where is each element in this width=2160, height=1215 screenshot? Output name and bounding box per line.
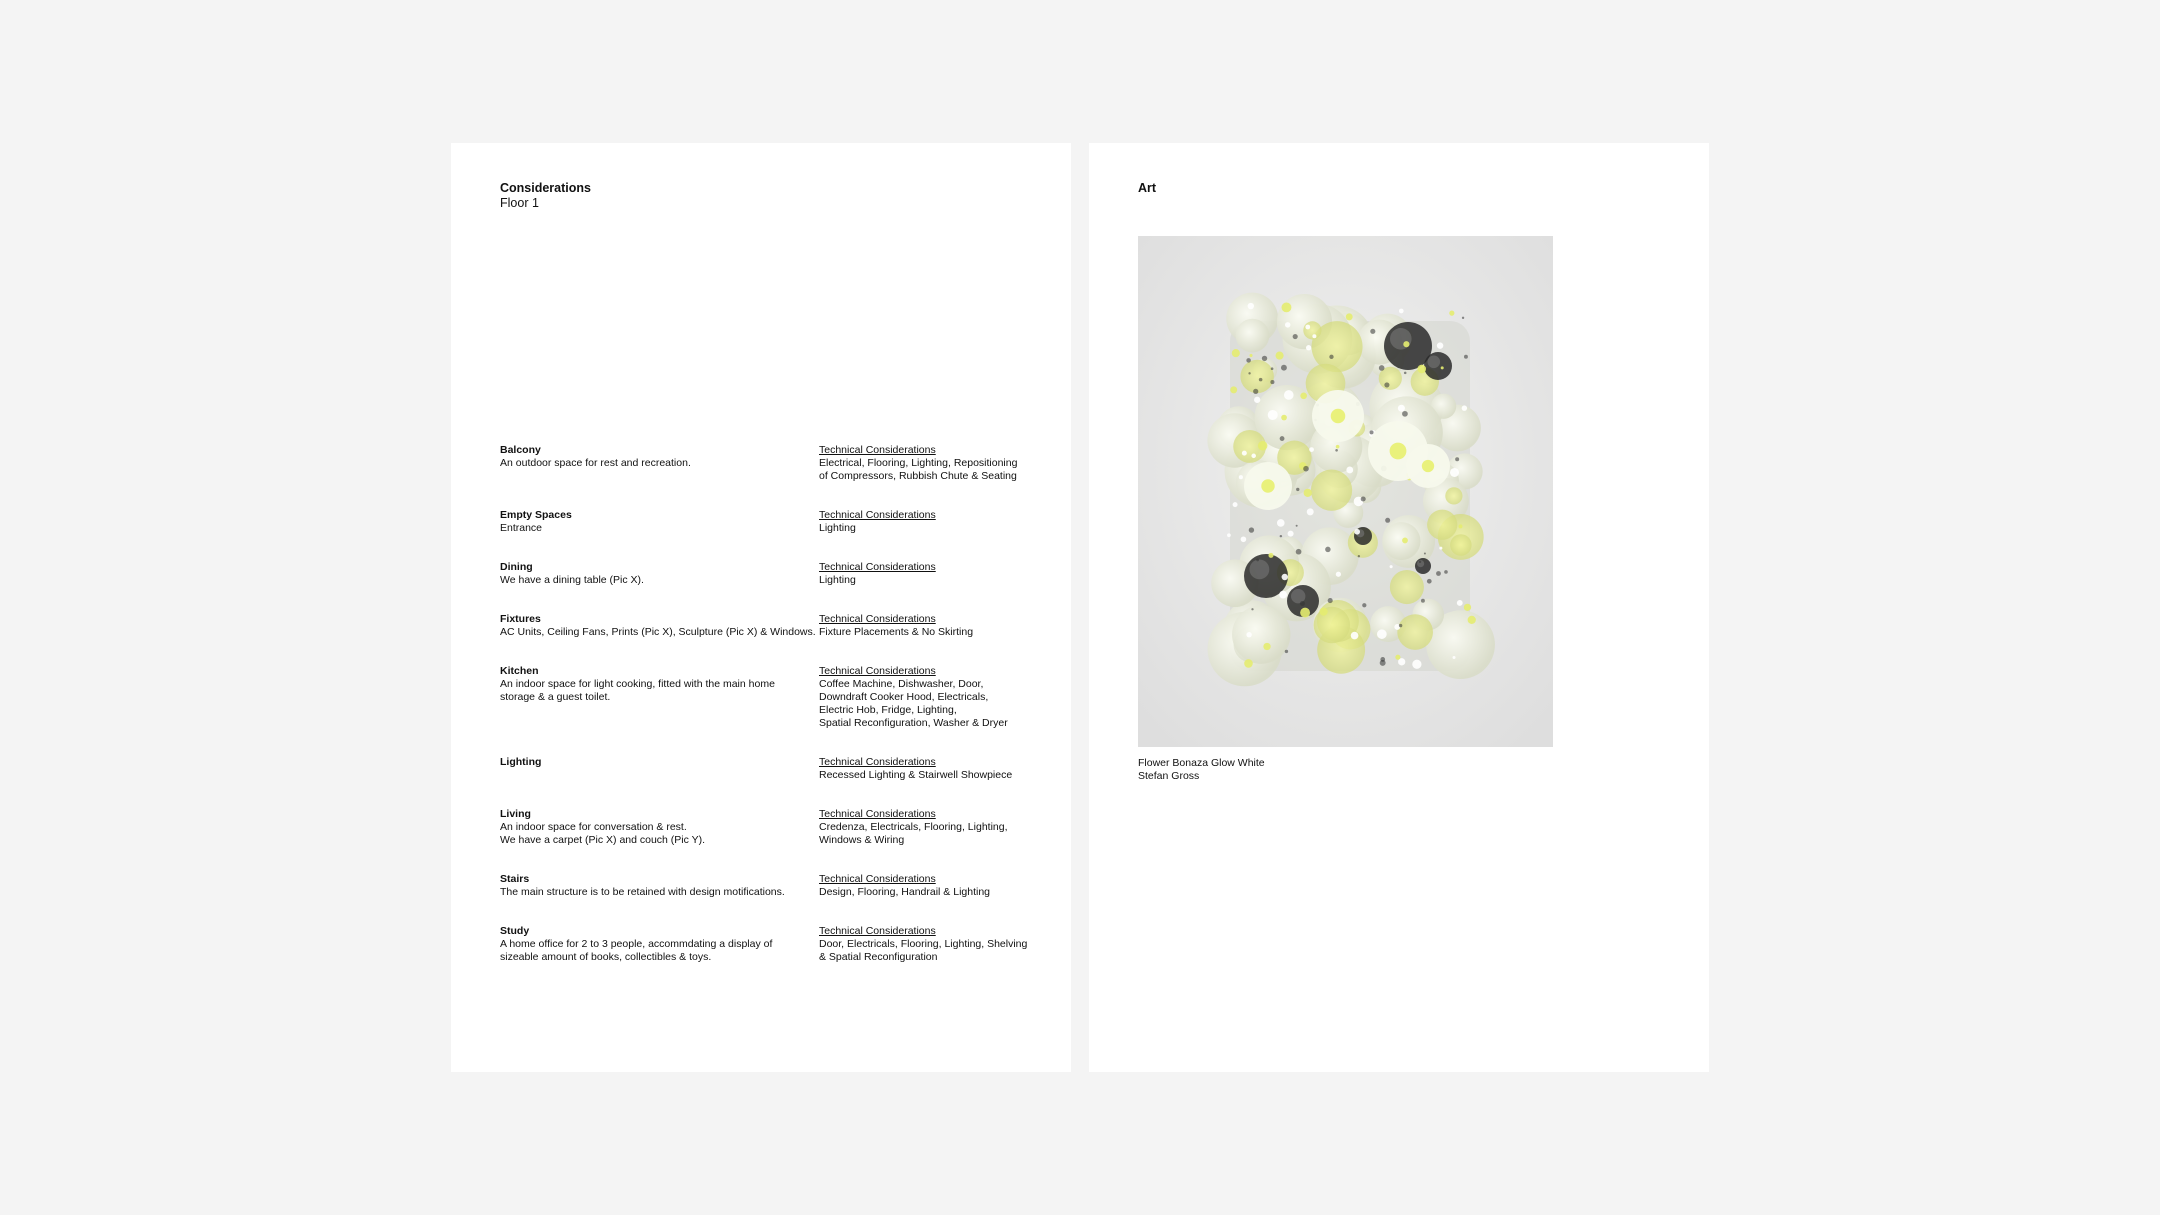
technical-considerations	[819, 873, 1034, 899]
art-page	[1089, 143, 1709, 1072]
artwork-caption	[1138, 757, 1265, 783]
technical-considerations-text: Lighting	[819, 522, 856, 534]
consideration-name: Kitchen	[500, 665, 539, 677]
consideration-description: An outdoor space for rest and recreation.	[500, 457, 691, 469]
consideration-summary	[500, 873, 810, 899]
technical-considerations-text: & Spatial Reconfiguration	[819, 951, 938, 963]
technical-considerations	[819, 665, 1034, 730]
consideration-description: A home office for 2 to 3 people, accommdating a display of	[500, 938, 773, 950]
consideration-name: Dining	[500, 561, 533, 573]
technical-considerations-text: Credenza, Electricals, Flooring, Lighting,	[819, 821, 1008, 833]
technical-considerations	[819, 756, 1034, 782]
consideration-name: Fixtures	[500, 613, 541, 625]
consideration-description: We have a dining table (Pic X).	[500, 574, 644, 586]
consideration-summary	[500, 509, 810, 535]
art-heading	[1138, 181, 1156, 196]
technical-considerations-text: Electric Hob, Fridge, Lighting,	[819, 704, 957, 716]
art-page-title: Art	[1138, 181, 1157, 195]
technical-considerations-text: Spatial Reconfiguration, Washer & Dryer	[819, 717, 1008, 729]
technical-considerations-text: Electrical, Flooring, Lighting, Repositioning	[819, 457, 1018, 469]
consideration-description: We have a carpet (Pic X) and couch (Pic Y).	[500, 834, 706, 846]
technical-considerations-label: Technical Considerations	[819, 613, 936, 625]
consideration-name: Lighting	[500, 756, 542, 768]
artwork-title: Flower Bonaza Glow White	[1138, 757, 1265, 769]
page-title: Considerations	[500, 181, 591, 195]
technical-considerations-text: Door, Electricals, Flooring, Lighting, Shelving	[819, 938, 1028, 950]
technical-considerations	[819, 925, 1034, 964]
technical-considerations	[819, 509, 1034, 535]
consideration-summary	[500, 613, 816, 639]
consideration-description: An indoor space for light cooking, fitted with the main home	[500, 678, 775, 690]
technical-considerations-text: Design, Flooring, Handrail & Lighting	[819, 886, 991, 898]
consideration-summary	[500, 561, 810, 587]
consideration-summary	[500, 756, 810, 769]
page-subtitle: Floor 1	[500, 196, 539, 210]
technical-considerations	[819, 561, 1034, 587]
flower-sculpture-image	[1138, 236, 1553, 747]
consideration-description: sizeable amount of books, collectibles & toys.	[500, 951, 712, 963]
technical-considerations-label: Technical Considerations	[819, 925, 936, 937]
technical-considerations-text: Fixture Placements & No Skirting	[819, 626, 974, 638]
consideration-name: Living	[500, 808, 531, 820]
consideration-description: AC Units, Ceiling Fans, Prints (Pic X), Sculpture (Pic X) & Windows.	[500, 626, 816, 638]
technical-considerations	[819, 808, 1034, 847]
consideration-description: The main structure is to be retained with design motifications.	[500, 886, 785, 898]
technical-considerations-label: Technical Considerations	[819, 665, 936, 677]
artwork-artist: Stefan Gross	[1138, 770, 1200, 782]
technical-considerations	[819, 613, 1034, 639]
consideration-name: Balcony	[500, 444, 541, 456]
consideration-summary	[500, 808, 810, 847]
consideration-description: An indoor space for conversation & rest.	[500, 821, 687, 833]
technical-considerations-text: Lighting	[819, 574, 856, 586]
considerations-page	[451, 143, 1071, 1072]
technical-considerations-label: Technical Considerations	[819, 444, 936, 456]
technical-considerations-label: Technical Considerations	[819, 873, 936, 885]
consideration-name: Stairs	[500, 873, 530, 885]
consideration-description: Entrance	[500, 522, 543, 534]
artwork-image	[1138, 236, 1553, 747]
consideration-name: Study	[500, 925, 530, 937]
page-heading	[500, 181, 591, 211]
technical-considerations-label: Technical Considerations	[819, 808, 936, 820]
consideration-name: Empty Spaces	[500, 509, 572, 521]
consideration-summary	[500, 665, 810, 704]
technical-considerations-text: Coffee Machine, Dishwasher, Door,	[819, 678, 984, 690]
technical-considerations-text: of Compressors, Rubbish Chute & Seating	[819, 470, 1017, 482]
technical-considerations-label: Technical Considerations	[819, 509, 936, 521]
technical-considerations-text: Recessed Lighting & Stairwell Showpiece	[819, 769, 1013, 781]
technical-considerations	[819, 444, 1034, 483]
consideration-summary	[500, 925, 810, 964]
consideration-description: storage & a guest toilet.	[500, 691, 611, 703]
technical-considerations-text: Downdraft Cooker Hood, Electricals,	[819, 691, 989, 703]
technical-considerations-text: Windows & Wiring	[819, 834, 905, 846]
technical-considerations-label: Technical Considerations	[819, 561, 936, 573]
consideration-summary	[500, 444, 810, 470]
technical-considerations-label: Technical Considerations	[819, 756, 936, 768]
